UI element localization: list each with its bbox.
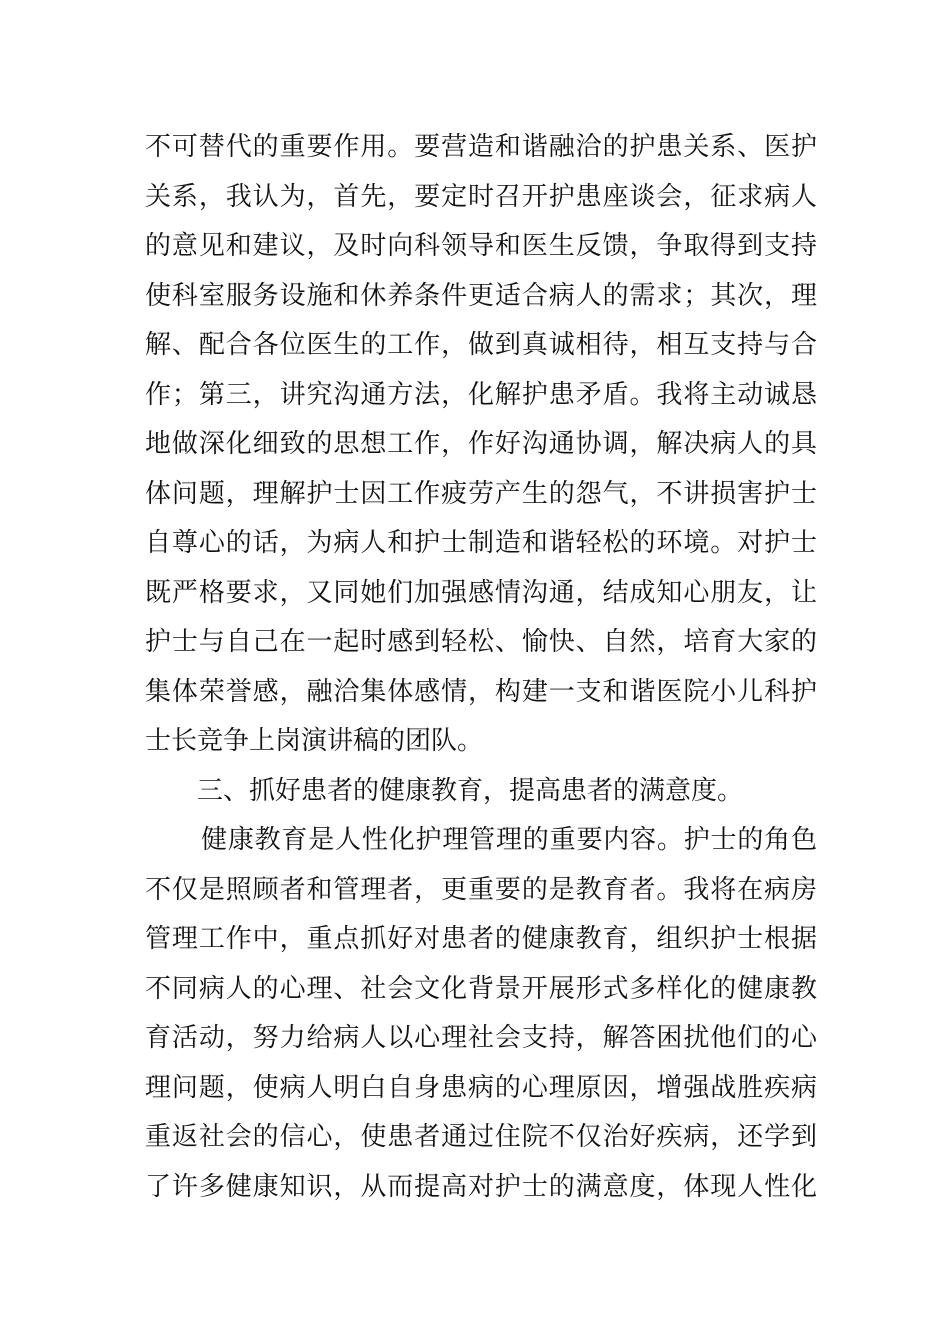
text-line: 解、配合各位医生的工作，做到真诚相待，相互支持与合 <box>145 330 817 360</box>
text-line: 体问题，理解护士因工作疲劳产生的怨气，不讲损害护士 <box>145 478 817 509</box>
text-line: 重返社会的信心，使患者通过住院不仅治好疾病，还学到 <box>145 1122 817 1152</box>
text-line: 地做深化细致的思想工作，作好沟通协调，解决病人的具 <box>145 429 817 459</box>
text-line: 不仅是照顾者和管理者，更重要的是教育者。我将在病房 <box>145 874 817 905</box>
text-line: 理问题，使病人明白自身患病的心理原因，增强战胜疾病 <box>145 1072 817 1103</box>
text-line: 的意见和建议，及时向科领导和医生反馈，争取得到支持 <box>145 231 817 261</box>
text-line: 了许多健康知识，从而提高对护士的满意度，体现人性化 <box>145 1171 817 1202</box>
text-line: 不可替代的重要作用。要营造和谐融洽的护患关系、医护 <box>145 132 817 162</box>
text-line: 集体荣誉感，融洽集体感情，构建一支和谐医院小儿科护 <box>145 676 817 707</box>
text-line: 护士与自己在一起时感到轻松、愉快、自然，培育大家的 <box>145 627 817 657</box>
text-line: 育活动，努力给病人以心理社会支持，解答困扰他们的心 <box>145 1023 817 1053</box>
text-line: 关系，我认为，首先，要定时召开护患座谈会，征求病人 <box>145 181 817 212</box>
text-line: 不同病人的心理、社会文化背景开展形式多样化的健康教 <box>145 973 817 1004</box>
body-text <box>145 123 817 1212</box>
text-line: 自尊心的话，为病人和护士制造和谐轻松的环境。对护士 <box>145 528 817 558</box>
text-line: 管理工作中，重点抓好对患者的健康教育，组织护士根据 <box>145 924 817 954</box>
text-line: 使科室服务设施和休养条件更适合病人的需求；其次，理 <box>145 280 817 311</box>
section-heading: 三、抓好患者的健康教育，提高患者的满意度。 <box>197 775 744 806</box>
text-line: 士长竞争上岗演讲稿的团队。 <box>145 726 484 756</box>
text-line: 健康教育是人性化护理管理的重要内容。护士的角色 <box>201 825 817 855</box>
text-line: 既严格要求，又同她们加强感情沟通，结成知心朋友，让 <box>145 577 817 608</box>
text-line: 作；第三，讲究沟通方法，化解护患矛盾。我将主动诚恳 <box>145 379 817 410</box>
